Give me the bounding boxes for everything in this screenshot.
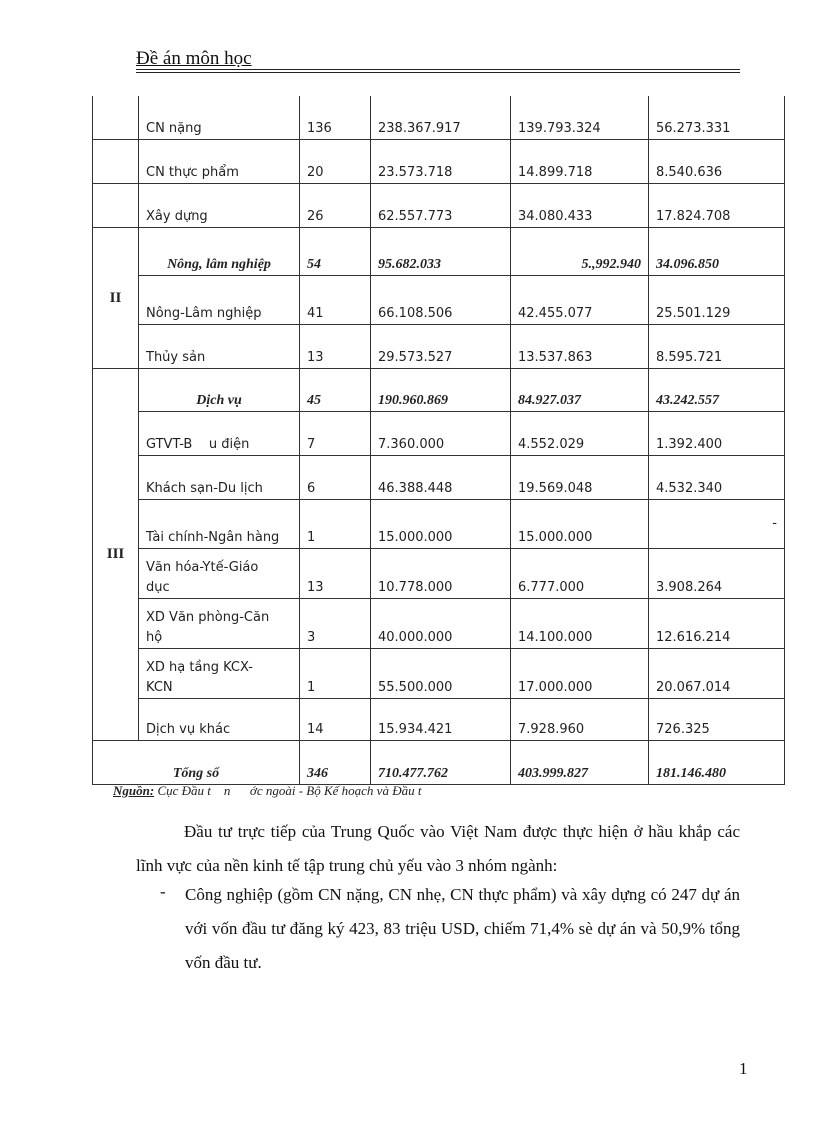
project-count: 346 [300, 740, 371, 784]
sector-name-line: XD hạ tầng KCX- [146, 659, 253, 675]
sector-name: CN nặng [139, 96, 300, 139]
table-row [93, 183, 785, 227]
registered-capital: 238.367.917 [371, 96, 511, 139]
implemented-capital: 17.824.708 [649, 183, 785, 227]
table-row [93, 548, 785, 598]
registered-capital: 10.778.000 [371, 548, 511, 598]
implemented-capital: 12.616.214 [649, 598, 785, 648]
sector-name: CN thực phẩm [139, 139, 300, 183]
source-text: Cục Đầu t n ớc ngoài - Bộ Kế hoạch và Đầu t [154, 783, 422, 798]
implemented-capital: 181.146.480 [649, 740, 785, 784]
project-count: 13 [300, 324, 371, 368]
table-row [93, 139, 785, 183]
sector-name [139, 598, 300, 648]
group-cell [93, 96, 139, 139]
registered-capital: 95.682.033 [371, 227, 511, 275]
implemented-capital: 8.595.721 [649, 324, 785, 368]
registered-capital: 190.960.869 [371, 368, 511, 411]
sector-name: Dịch vụ [139, 368, 300, 411]
implemented-capital: 726.325 [649, 698, 785, 740]
registered-capital: 66.108.506 [371, 275, 511, 324]
group-number: II [93, 227, 139, 368]
implemented-capital: 43.242.557 [649, 368, 785, 411]
legal-capital: 84.927.037 [511, 368, 649, 411]
table-row [93, 275, 785, 324]
total-row [93, 740, 785, 784]
sector-name: Thủy sản [139, 324, 300, 368]
project-count: 26 [300, 183, 371, 227]
implemented-capital: - [649, 499, 785, 548]
sector-name: GTVT-B u điện [139, 411, 300, 455]
bullet-paragraph: Công nghiệp (gồm CN nặng, CN nhẹ, CN thực phẩm) và xây dựng có 247 dự án với vốn đầu tư đăng ký 423, 83 triệu USD, chiếm 71,4% sè dự án và 50,9% tổng vốn đầu tư. [185, 885, 740, 972]
sector-name: Khách sạn-Du lịch [139, 455, 300, 499]
legal-capital: 17.000.000 [511, 648, 649, 698]
registered-capital: 710.477.762 [371, 740, 511, 784]
implemented-capital: 8.540.636 [649, 139, 785, 183]
body-paragraph: Đầu tư trực tiếp của Trung Quốc vào Việt Nam được thực hiện ở hầu khắp các lĩnh vực của nền kinh tế tập trung chủ yếu vào 3 nhóm ngành: [136, 822, 740, 875]
table-row [93, 411, 785, 455]
project-count: 1 [300, 648, 371, 698]
registered-capital: 15.000.000 [371, 499, 511, 548]
project-count: 20 [300, 139, 371, 183]
legal-capital: 34.080.433 [511, 183, 649, 227]
registered-capital: 7.360.000 [371, 411, 511, 455]
registered-capital: 62.557.773 [371, 183, 511, 227]
project-count: 6 [300, 455, 371, 499]
table-row [93, 499, 785, 548]
registered-capital: 15.934.421 [371, 698, 511, 740]
legal-capital: 403.999.827 [511, 740, 649, 784]
page-number: 1 [739, 1059, 748, 1078]
table-row [93, 698, 785, 740]
implemented-capital: 1.392.400 [649, 411, 785, 455]
implemented-capital: 56.273.331 [649, 96, 785, 139]
registered-capital: 29.573.527 [371, 324, 511, 368]
sector-name-line: Văn hóa-Ytế-Giáo [146, 559, 259, 575]
sector-name: Xây dựng [139, 183, 300, 227]
legal-capital: 42.455.077 [511, 275, 649, 324]
registered-capital: 40.000.000 [371, 598, 511, 648]
project-count: 54 [300, 227, 371, 275]
header-rule [136, 69, 740, 70]
project-count: 14 [300, 698, 371, 740]
table-row [93, 455, 785, 499]
group-cell [93, 139, 139, 183]
project-count: 1 [300, 499, 371, 548]
table-row [93, 324, 785, 368]
registered-capital: 46.388.448 [371, 455, 511, 499]
legal-capital: 139.793.324 [511, 96, 649, 139]
legal-capital: 13.537.863 [511, 324, 649, 368]
sector-name: Dịch vụ khác [139, 698, 300, 740]
legal-capital: 6.777.000 [511, 548, 649, 598]
legal-capital: 5.,992.940 [511, 227, 649, 275]
header-rule [136, 72, 740, 73]
project-count: 45 [300, 368, 371, 411]
sector-name-line: dục [146, 579, 170, 595]
legal-capital: 19.569.048 [511, 455, 649, 499]
implemented-capital: 25.501.129 [649, 275, 785, 324]
sector-name: Nông-Lâm nghiệp [139, 275, 300, 324]
page-header-title: Đề án môn học [136, 48, 252, 69]
legal-capital: 14.100.000 [511, 598, 649, 648]
group-cell [93, 183, 139, 227]
sector-name-line: XD Văn phòng-Căn [146, 609, 270, 625]
sector-name [139, 648, 300, 698]
total-label: Tổng số [93, 740, 300, 784]
table-row [93, 368, 785, 411]
fdi-sector-table [92, 96, 785, 785]
bullet-mark: - [160, 882, 166, 901]
sector-name: Tài chính-Ngân hàng [139, 499, 300, 548]
legal-capital: 4.552.029 [511, 411, 649, 455]
table-row [93, 96, 785, 139]
legal-capital: 15.000.000 [511, 499, 649, 548]
project-count: 3 [300, 598, 371, 648]
registered-capital: 55.500.000 [371, 648, 511, 698]
project-count: 7 [300, 411, 371, 455]
project-count: 136 [300, 96, 371, 139]
legal-capital: 7.928.960 [511, 698, 649, 740]
implemented-capital: 3.908.264 [649, 548, 785, 598]
group-number: III [93, 368, 139, 740]
registered-capital: 23.573.718 [371, 139, 511, 183]
table-row [93, 648, 785, 698]
sector-name-line: hộ [146, 629, 163, 645]
sector-name-line: KCN [146, 679, 173, 695]
sector-name: Nông, lâm nghiệp [139, 227, 300, 275]
project-count: 13 [300, 548, 371, 598]
implemented-capital: 34.096.850 [649, 227, 785, 275]
legal-capital: 14.899.718 [511, 139, 649, 183]
sector-name [139, 548, 300, 598]
project-count: 41 [300, 275, 371, 324]
implemented-capital: 20.067.014 [649, 648, 785, 698]
implemented-capital: 4.532.340 [649, 455, 785, 499]
source-label: Nguồn: [113, 783, 155, 798]
table-source-note [113, 783, 421, 799]
table-row [93, 227, 785, 275]
table-row [93, 598, 785, 648]
